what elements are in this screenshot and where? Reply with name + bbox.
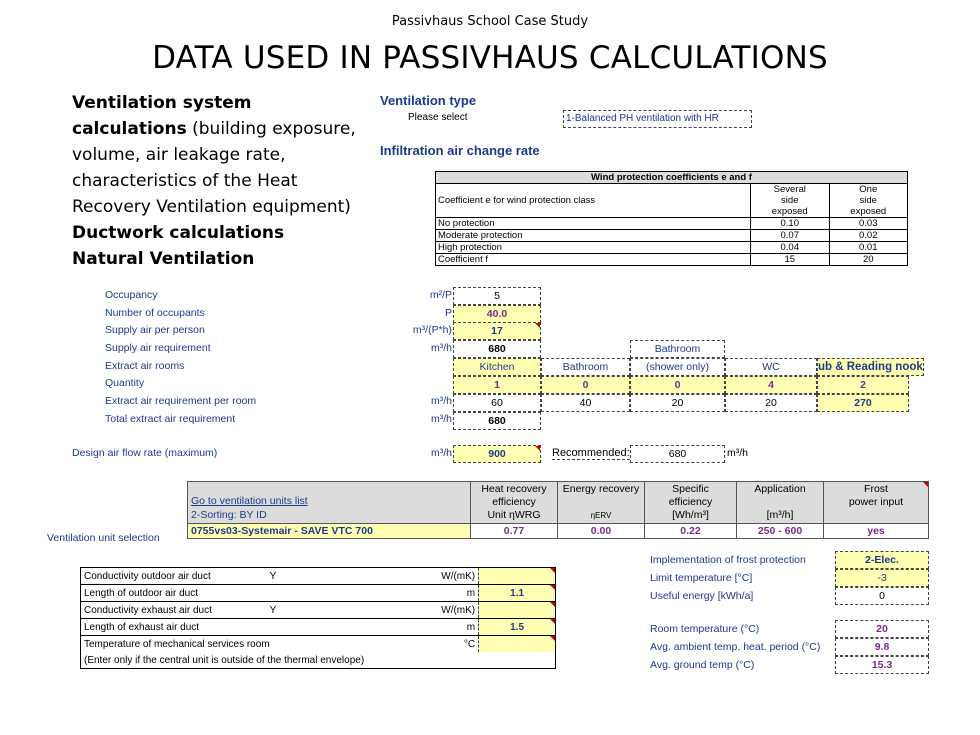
recommended-unit: m³/h [727,447,748,459]
col-energy-recovery: Energy recovery ηERV [558,482,645,524]
description-text [72,90,362,272]
room-name-kitchen: Kitchen [453,358,541,376]
table-row: High protection 0.04 0.01 [436,242,908,254]
wind-col2-header: One side exposed [829,184,908,218]
page-subtitle: Passivhaus School Case Study [391,14,589,29]
design-flow-label: Design air flow rate (maximum) [72,447,218,459]
wind-protection-table [435,171,908,266]
qty-shower[interactable]: 0 [630,376,725,394]
room-name-shower: (shower only) [630,358,725,376]
vent-type-prompt: Please select [408,112,468,123]
ductwork-heading: Ductwork calculations [72,223,285,243]
occupants-value[interactable]: 40.0 [453,305,541,323]
vent-units-list-link[interactable]: Go to ventilation units list [191,495,308,507]
infiltration-heading: Infiltration air change rate [380,143,540,158]
room-temp-label: Room temperature (°C) [650,623,760,635]
limit-temp-label: Limit temperature [°C] [650,572,753,584]
vent-type-select[interactable]: 1-Balanced PH ventilation with HR [563,110,752,128]
occupancy-unit: m²/P [429,289,452,301]
services-room-temp-input[interactable] [479,636,556,653]
room-name-wc: WC [725,358,817,376]
supply-requirement-value: 680 [453,340,541,358]
total-extract-label: Total extract air requirement [105,413,236,425]
col-specific-efficiency: Specific efficiency [Wh/m³] [645,482,737,524]
description-detail: (building exposure, volume, air leakage rate, characteristics of the Heat Recovery Ventilation equipment) [72,119,356,217]
useful-energy-label: Useful energy [kWh/a] [650,590,754,602]
vent-unit-table [187,481,929,539]
vent-unit-select[interactable]: 0755vs03-Systemair - SAVE VTC 700 [188,524,471,539]
table-row: Length of outdoor air duct m 1.1 [81,585,556,602]
supply-per-person-label: Supply air per person [105,324,205,336]
col-frost: Frost power input [824,482,929,524]
occupants-label: Number of occupants [105,307,205,319]
qty-wc[interactable]: 4 [725,376,817,394]
extract-per-room-label: Extract air requirement per room [105,395,257,407]
req-shower: 20 [630,394,725,412]
table-row: Conductivity exhaust air duct Y W/(mK) [81,602,556,619]
ground-temp-value: 15.3 [835,656,929,674]
table-row: Temperature of mechanical services room °C [81,636,556,653]
room-name-reading-nook: ub & Reading nook [817,358,924,376]
design-flow-unit: m³/h [431,447,452,459]
qty-bathroom[interactable]: 0 [541,376,630,394]
supply-per-person-input[interactable]: 17 [453,322,541,340]
table-row: Coefficient f 15 20 [436,254,908,266]
supply-requirement-unit: m³/h [431,342,452,354]
total-extract-unit: m³/h [431,413,452,425]
sorting-label: 2-Sorting: BY ID [191,509,267,521]
ambient-temp-value: 9.8 [835,638,929,656]
ground-temp-label: Avg. ground temp (°C) [650,659,755,671]
occupancy-value: 5 [453,287,541,305]
recommended-label: Recommended: [552,447,630,459]
req-wc: 20 [725,394,817,412]
table-row: Conductivity outdoor air duct Y W/(mK) [81,568,556,585]
req-reading-nook[interactable]: 270 [817,394,909,412]
wind-col1-header: Several side exposed [751,184,830,218]
table-row: (Enter only if the central unit is outside of the thermal envelope) [84,654,365,666]
exhaust-duct-length-input[interactable]: 1.5 [479,619,556,636]
design-flow-input[interactable]: 900 [453,445,541,463]
wind-table-title: Wind protection coefficients e and f [436,172,908,184]
col-application: Application [m³/h] [737,482,824,524]
page-title: DATA USED IN PASSIVHAUS CALCULATIONS [152,40,828,76]
table-row: 0755vs03-Systemair - SAVE VTC 700 0.77 0.00 0.22 250 - 600 yes [188,524,929,539]
description-heading: Ventilation system calculations [72,93,252,139]
extract-rooms-label: Extract air rooms [105,360,185,372]
duct-table [80,567,556,669]
outdoor-duct-conductivity-input[interactable] [479,568,556,585]
frost-impl-select[interactable]: 2-Elec. [835,551,929,569]
supply-per-person-unit: m³/(P*h) [412,324,452,336]
occupants-unit: P [444,307,452,319]
vent-type-heading: Ventilation type [380,93,477,108]
req-bathroom: 40 [541,394,630,412]
outdoor-duct-length-input[interactable]: 1.1 [479,585,556,602]
quantity-label: Quantity [105,377,145,389]
req-kitchen: 60 [453,394,541,412]
ambient-temp-label: Avg. ambient temp. heat. period (°C) [650,641,821,653]
total-extract-value: 680 [453,412,541,430]
frost-impl-label: Implementation of frost protection [650,554,806,566]
natural-vent-heading: Natural Ventilation [72,249,255,269]
supply-requirement-label: Supply air requirement [105,342,211,354]
qty-reading-nook[interactable]: 2 [817,376,909,394]
col-heat-recovery: Heat recovery efficiency Unit ηWRG [471,482,558,524]
recommended-value: 680 [630,445,725,463]
table-row: No protection 0.10 0.03 [436,218,908,230]
exhaust-duct-conductivity-input[interactable] [479,602,556,619]
wind-col-label: Coefficient e for wind protection class [436,184,751,218]
table-row: Moderate protection 0.07 0.02 [436,230,908,242]
limit-temp-input[interactable]: -3 [835,569,929,587]
qty-kitchen[interactable]: 1 [453,376,541,394]
occupancy-label: Occupancy [105,289,158,301]
room-temp-value: 20 [835,620,929,638]
room-name-bathroom: Bathroom [541,358,630,376]
vent-unit-selection-label: Ventilation unit selection [47,532,160,544]
useful-energy-value: 0 [835,587,929,605]
table-row: Length of exhaust air duct m 1.5 [81,619,556,636]
extract-per-room-unit: m³/h [431,395,452,407]
room-header-bathroom2: Bathroom [630,340,725,358]
